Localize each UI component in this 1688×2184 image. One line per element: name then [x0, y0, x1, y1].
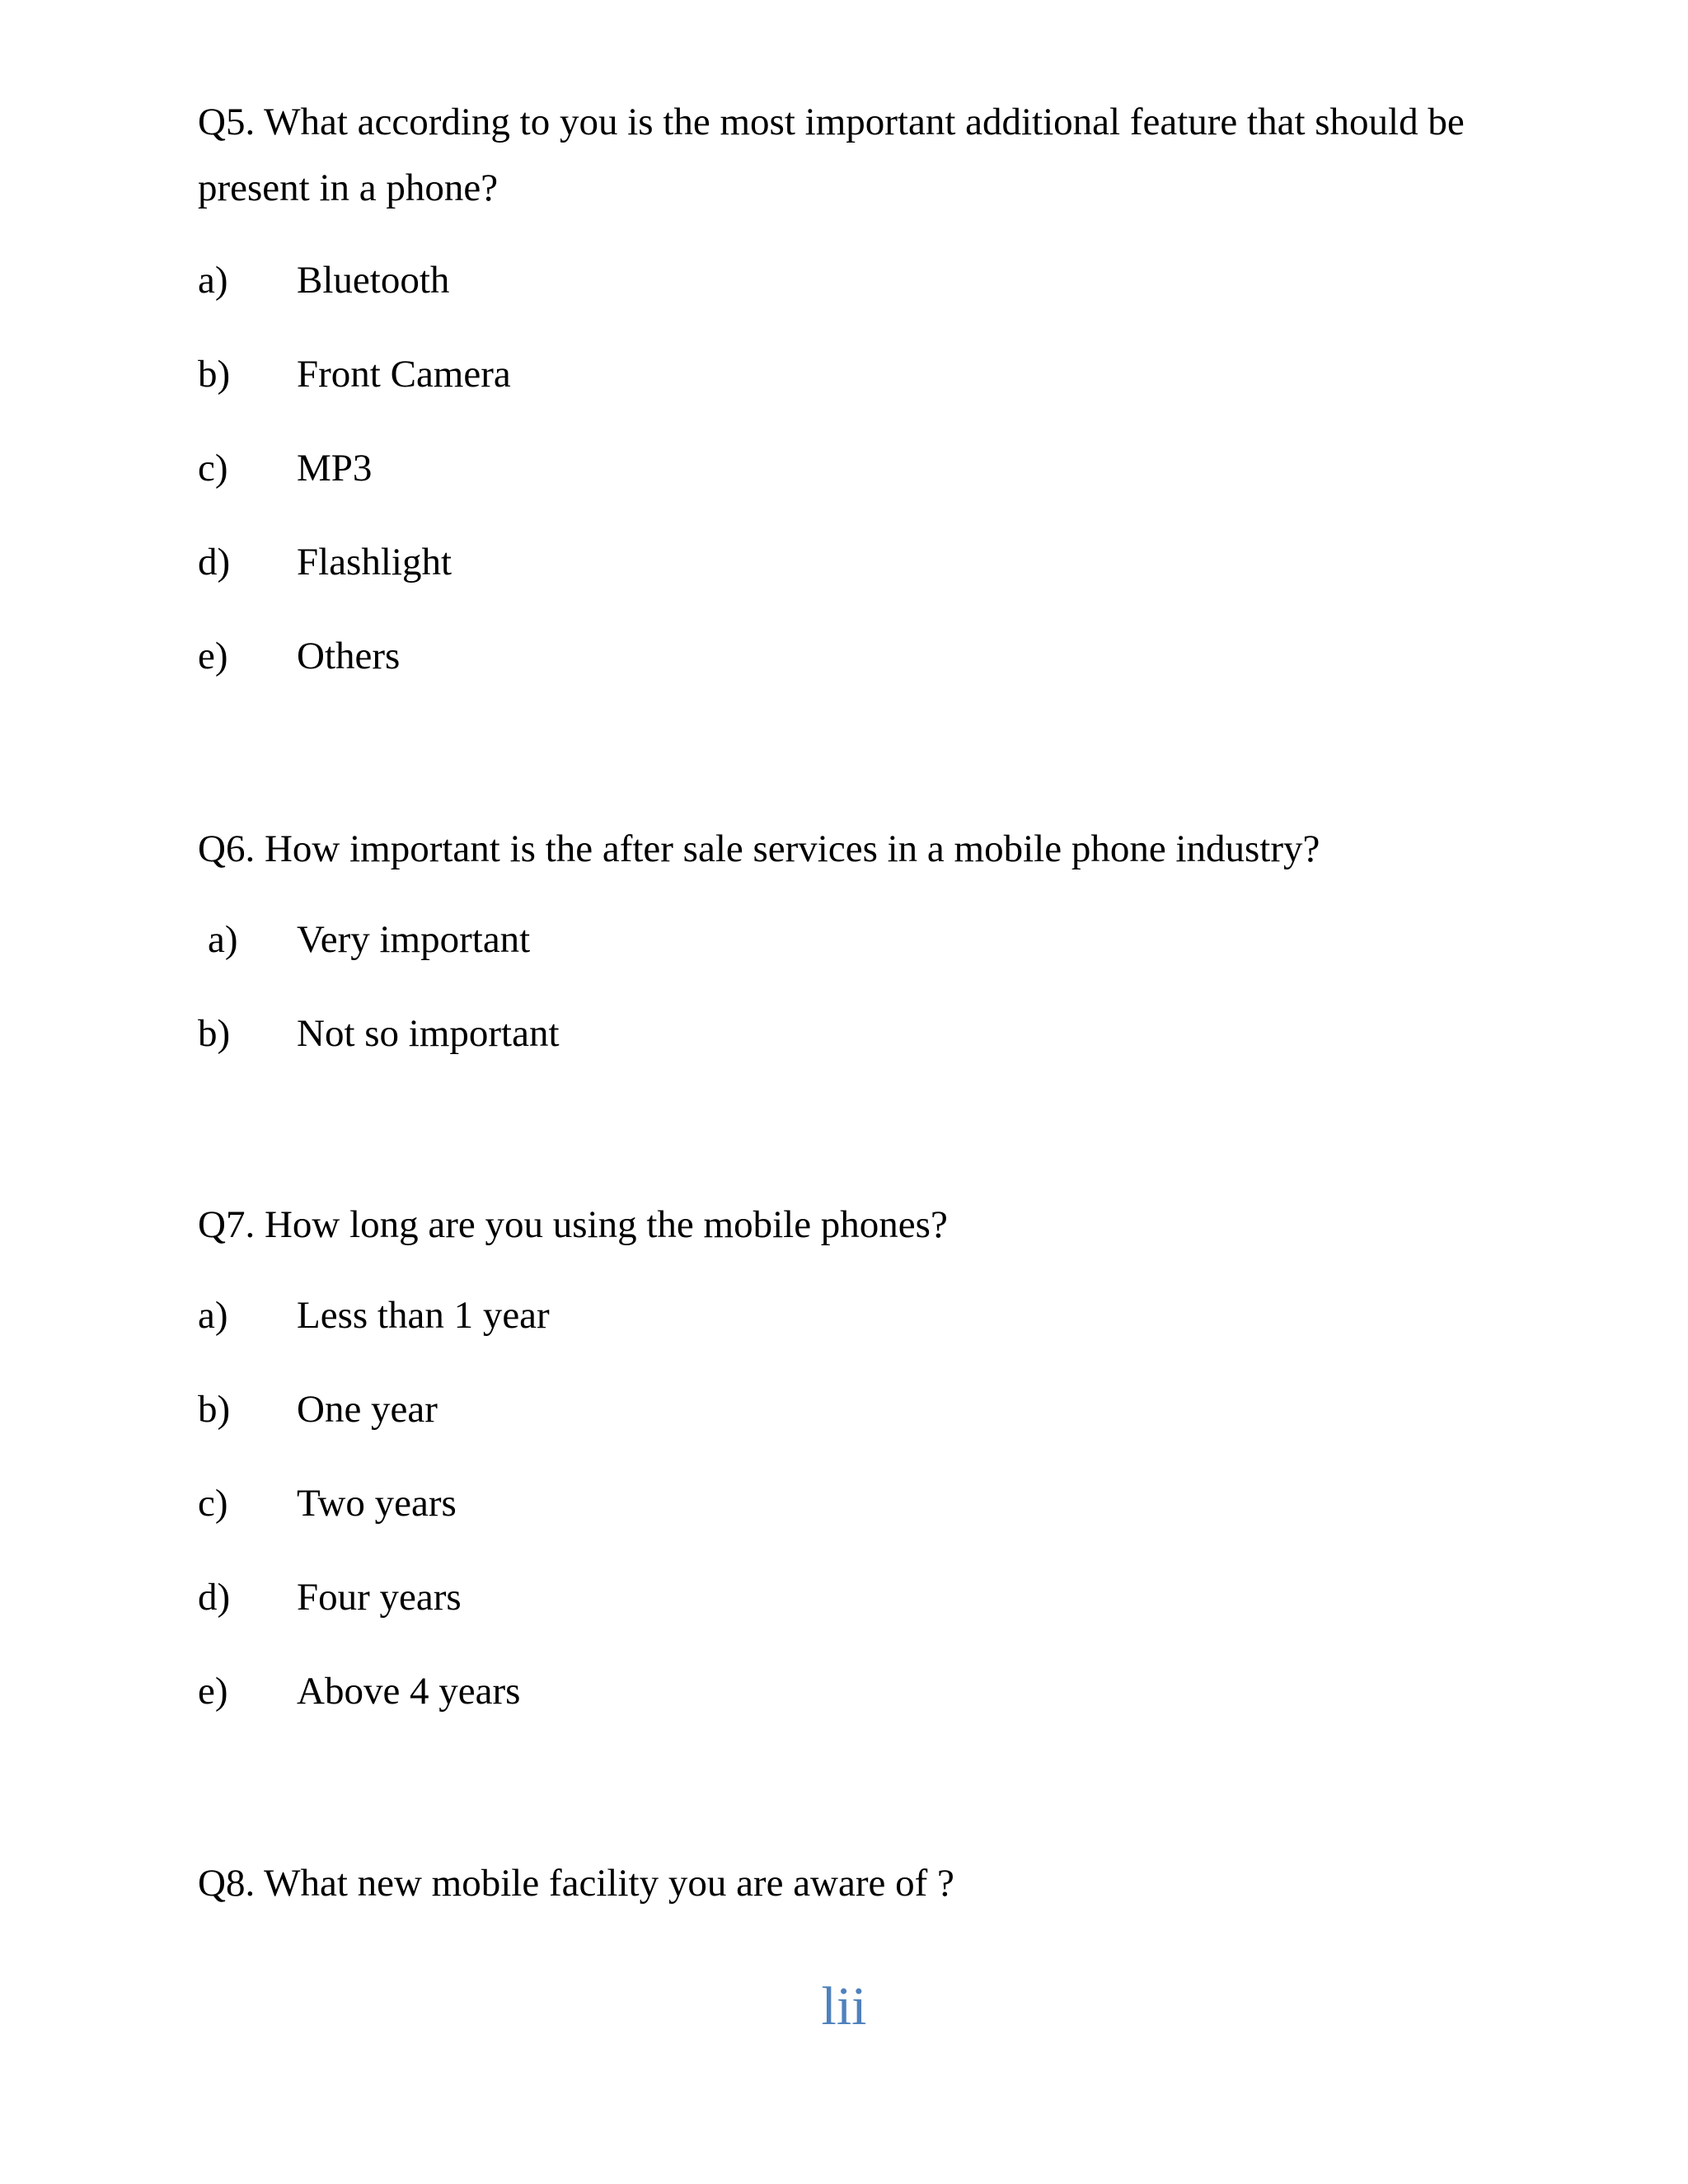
option-letter: b): [198, 1388, 231, 1431]
option-letter: d): [198, 1576, 231, 1619]
question-q5: Q5. What according to you is the most important additional feature that should be present in a phone?: [198, 101, 1465, 209]
option-letter: b): [198, 353, 231, 396]
option-letter: a): [208, 918, 238, 961]
option-letter: a): [198, 259, 228, 302]
option-letter: c): [198, 447, 228, 490]
option-letter: c): [198, 1482, 228, 1525]
option-text: Not so important: [297, 1012, 560, 1055]
option-letter: e): [198, 635, 228, 677]
option-text: Less than 1 year: [297, 1294, 550, 1337]
option-letter: b): [198, 1012, 231, 1055]
option-text: Front Camera: [297, 353, 511, 396]
option-text: Above 4 years: [297, 1670, 521, 1713]
question-q7: Q7. How long are you using the mobile phones?: [198, 1203, 948, 1246]
option-letter: a): [198, 1294, 228, 1337]
question-q8: Q8. What new mobile facility you are aware of ?: [198, 1862, 954, 1905]
option-text: Very important: [297, 918, 531, 961]
option-text: Two years: [297, 1482, 457, 1525]
question-q6: Q6. How important is the after sale services in a mobile phone industry?: [198, 827, 1320, 870]
option-text: Four years: [297, 1576, 462, 1619]
option-text: Bluetooth: [297, 259, 450, 302]
option-text: One year: [297, 1388, 438, 1431]
option-text: Flashlight: [297, 541, 452, 583]
option-letter: d): [198, 541, 231, 583]
page-number: lii: [821, 1976, 867, 2036]
option-letter: e): [198, 1670, 228, 1713]
option-text: MP3: [297, 447, 373, 490]
option-text: Others: [297, 635, 401, 677]
